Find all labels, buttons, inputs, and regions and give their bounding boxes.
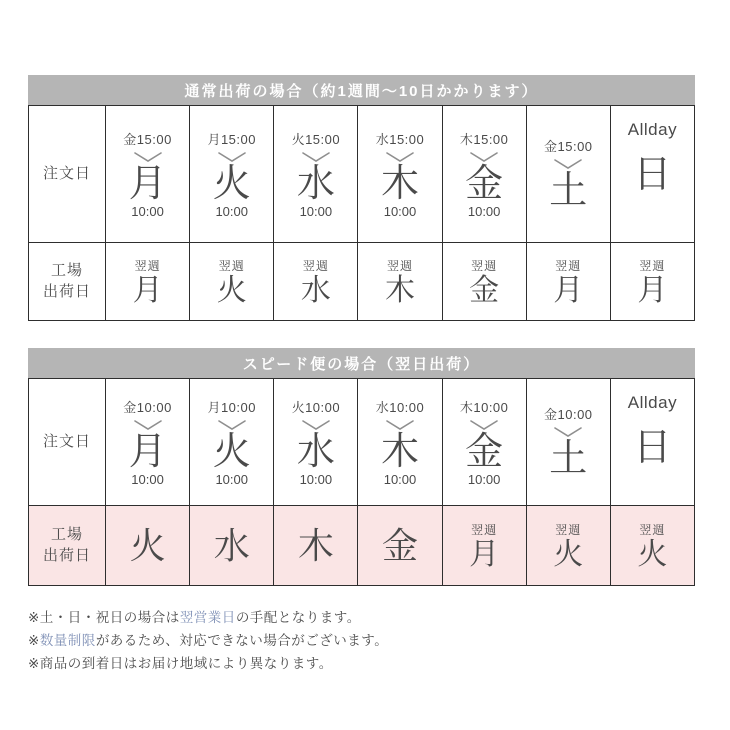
ship-cell — [357, 242, 441, 320]
ship-day: 水 — [300, 273, 331, 307]
order-date-row-label: 注文日 — [42, 164, 91, 182]
footnote-text: があるため、対応できない場合がございます。 — [95, 633, 389, 648]
order-time: 10:00 — [215, 204, 248, 220]
order-time: 10:00 — [467, 472, 501, 488]
chevron-down-icon — [133, 151, 163, 163]
order-cell — [526, 106, 610, 242]
footnote-text: ※商品の到着日はお届け地域により異なります。 — [28, 656, 333, 671]
order-day: 木 — [380, 430, 419, 473]
chevron-down-icon — [133, 419, 163, 431]
order-day: 金 — [465, 430, 504, 473]
cutoff-time: 金10:00 — [123, 399, 172, 415]
footnote-highlight: 翌営業日 — [179, 610, 236, 625]
chevron-down-icon — [217, 419, 247, 431]
ship-cell — [610, 505, 694, 585]
ship-day: 金 — [469, 273, 500, 307]
cutoff-time: 水15:00 — [375, 131, 425, 147]
order-time: 10:00 — [467, 204, 501, 220]
order-day: 日 — [633, 427, 672, 469]
allday-label: Allday — [627, 393, 678, 412]
order-day: 水 — [296, 162, 335, 205]
normal-table-title: 通常出荷の場合（約1週間〜10日かかります） — [184, 82, 539, 100]
footnote-line — [28, 652, 388, 675]
ship-cell — [442, 505, 526, 585]
cutoff-time: 水10:00 — [375, 399, 425, 415]
factory-label-line1: 工場 — [50, 526, 83, 544]
normal-table-grid — [28, 105, 695, 321]
factory-label-line2: 出荷日 — [42, 282, 91, 300]
speed-shipping-table — [28, 348, 695, 586]
speed-table-title-bar — [28, 348, 695, 378]
normal-table-title-bar — [28, 75, 695, 105]
cutoff-time: 金10:00 — [544, 407, 593, 423]
order-cell — [273, 379, 357, 505]
next-week-label: 翌週 — [555, 258, 582, 273]
order-day: 木 — [380, 162, 419, 205]
ship-cell — [442, 242, 526, 320]
footnote-line — [28, 629, 388, 652]
footnote-line — [28, 606, 388, 629]
next-week-label: 翌週 — [386, 258, 413, 273]
ship-day: 火 — [129, 524, 166, 566]
cutoff-time: 月15:00 — [207, 131, 256, 147]
order-day: 土 — [549, 438, 588, 481]
ship-day: 火 — [637, 537, 668, 571]
order-day: 月 — [128, 162, 167, 205]
chevron-down-icon — [301, 419, 331, 431]
speed-table-title: スピード便の場合（翌日出荷） — [242, 355, 481, 373]
order-time: 10:00 — [215, 472, 248, 488]
order-time: 10:00 — [383, 204, 417, 220]
order-time: 10:00 — [299, 204, 333, 220]
order-cell — [105, 379, 189, 505]
order-cell — [357, 379, 441, 505]
ship-cell — [189, 242, 273, 320]
ship-cell — [526, 505, 610, 585]
cutoff-time: 木15:00 — [459, 131, 509, 147]
order-day: 日 — [633, 154, 672, 196]
ship-cell — [357, 505, 441, 585]
cutoff-time: 火10:00 — [291, 399, 341, 415]
order-cell — [105, 106, 189, 242]
ship-cell — [105, 505, 189, 585]
next-week-label: 翌週 — [471, 258, 498, 273]
next-week-label: 翌週 — [639, 522, 666, 537]
chevron-down-icon — [469, 419, 499, 431]
next-week-label: 翌週 — [134, 258, 161, 273]
ship-day: 木 — [384, 273, 415, 307]
footnote-text: ※ — [28, 633, 40, 648]
next-week-label: 翌週 — [218, 258, 245, 273]
order-day: 火 — [212, 430, 251, 473]
ship-day: 月 — [469, 537, 500, 571]
normal-shipping-table — [28, 75, 695, 321]
speed-table-grid — [28, 378, 695, 586]
cutoff-time: 木10:00 — [459, 399, 509, 415]
ship-day: 水 — [213, 524, 250, 566]
order-time: 10:00 — [383, 472, 417, 488]
footnote-highlight: 数量制限 — [39, 633, 96, 648]
order-date-row-label: 注文日 — [42, 432, 91, 450]
ship-day: 月 — [637, 273, 668, 307]
order-time: 10:00 — [131, 204, 164, 220]
ship-cell — [273, 505, 357, 585]
order-day: 土 — [549, 170, 588, 213]
chevron-down-icon — [301, 151, 331, 163]
order-day: 金 — [465, 162, 504, 205]
footnotes — [28, 606, 388, 675]
order-cell — [442, 106, 526, 242]
next-week-label: 翌週 — [471, 522, 498, 537]
order-cell — [273, 106, 357, 242]
ship-cell — [105, 242, 189, 320]
factory-ship-row-label — [29, 505, 105, 585]
order-cell — [442, 379, 526, 505]
order-cell-allday — [610, 106, 694, 242]
next-week-label: 翌週 — [639, 258, 666, 273]
ship-day: 火 — [216, 273, 247, 307]
order-cell — [189, 106, 273, 242]
ship-day: 月 — [553, 273, 584, 307]
order-day: 月 — [128, 430, 167, 473]
ship-cell — [189, 505, 273, 585]
ship-cell — [526, 242, 610, 320]
footnote-text: ※土・日・祝日の場合は — [28, 610, 180, 625]
allday-label: Allday — [627, 120, 678, 139]
chevron-down-icon — [385, 419, 415, 431]
chevron-down-icon — [217, 151, 247, 163]
ship-cell — [610, 242, 694, 320]
cutoff-time: 金15:00 — [544, 139, 593, 155]
order-cell — [526, 379, 610, 505]
order-cell-allday — [610, 379, 694, 505]
ship-day: 金 — [381, 524, 418, 566]
chevron-down-icon — [553, 158, 583, 170]
order-cell — [189, 379, 273, 505]
chevron-down-icon — [469, 151, 499, 163]
ship-cell — [273, 242, 357, 320]
order-cell — [357, 106, 441, 242]
ship-day: 月 — [132, 273, 163, 307]
ship-day: 火 — [553, 537, 584, 571]
ship-day: 木 — [297, 524, 334, 566]
next-week-label: 翌週 — [302, 258, 329, 273]
order-time: 10:00 — [131, 472, 164, 488]
chevron-down-icon — [385, 151, 415, 163]
footnote-text: の手配となります。 — [235, 610, 361, 625]
factory-label-line1: 工場 — [50, 262, 83, 280]
chevron-down-icon — [553, 426, 583, 438]
order-day: 火 — [212, 162, 251, 205]
cutoff-time: 火15:00 — [291, 131, 341, 147]
cutoff-time: 金15:00 — [123, 131, 172, 147]
cutoff-time: 月10:00 — [207, 399, 256, 415]
order-time: 10:00 — [299, 472, 333, 488]
next-week-label: 翌週 — [555, 522, 582, 537]
factory-label-line2: 出荷日 — [42, 546, 91, 564]
order-day: 水 — [296, 430, 335, 473]
factory-ship-row-label — [29, 242, 105, 320]
